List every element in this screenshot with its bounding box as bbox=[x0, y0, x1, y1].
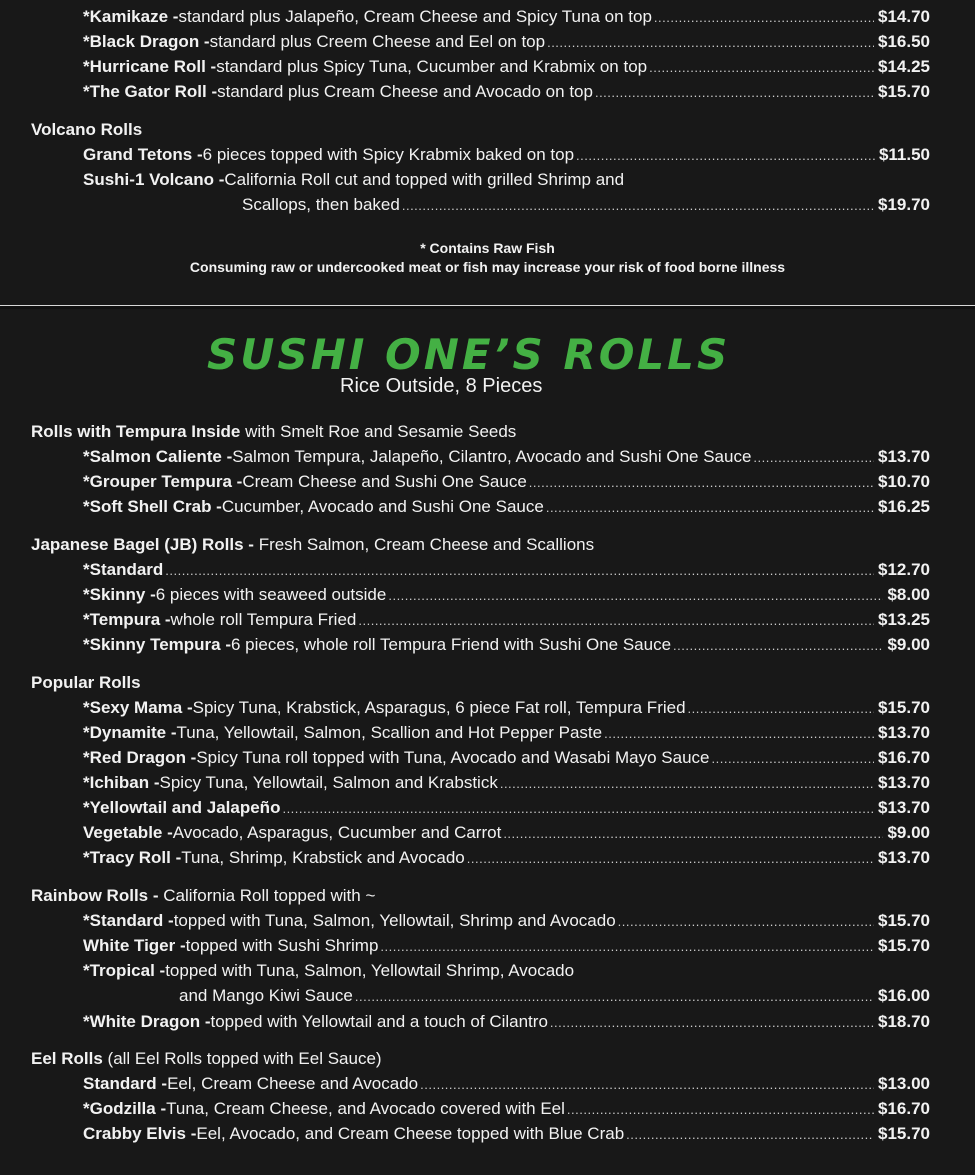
menu-item bbox=[83, 1012, 930, 1032]
leader-dots bbox=[595, 85, 874, 100]
menu-item bbox=[83, 823, 930, 843]
item-description: Cucumber, Avocado and Sushi One Sauce bbox=[221, 497, 544, 516]
leader-dots bbox=[550, 1015, 874, 1030]
item-price: $13.70 bbox=[878, 773, 930, 792]
leader-dots bbox=[358, 613, 874, 628]
item-description: 6 pieces topped with Spicy Krabmix baked on top bbox=[202, 145, 575, 164]
leader-dots bbox=[618, 914, 874, 929]
item-price: $16.25 bbox=[878, 497, 930, 516]
section-title: Rolls with Tempura Inside bbox=[31, 422, 241, 441]
menu-item bbox=[83, 748, 930, 768]
leader-dots bbox=[500, 776, 874, 791]
leader-dots bbox=[529, 475, 874, 490]
menu-item bbox=[83, 1074, 930, 1094]
item-price: $16.00 bbox=[878, 986, 930, 1005]
section-title: Eel Rolls bbox=[31, 1049, 103, 1068]
item-description: standard plus Cream Cheese and Avocado on top bbox=[217, 82, 593, 101]
item-price: $15.70 bbox=[878, 936, 930, 955]
item-description: Cream Cheese and Sushi One Sauce bbox=[242, 472, 527, 491]
section-heading bbox=[31, 1049, 382, 1069]
section-description: Fresh Salmon, Cream Cheese and Scallions bbox=[258, 535, 595, 554]
leader-dots bbox=[282, 801, 874, 816]
panel-divider bbox=[0, 305, 975, 306]
item-price: $13.70 bbox=[878, 798, 930, 817]
health-warning: Consuming raw or undercooked meat or fish may increase your risk of food borne illness bbox=[189, 259, 786, 275]
menu-item bbox=[83, 961, 930, 981]
menu-item bbox=[83, 145, 930, 165]
item-description: topped with Sushi Shrimp bbox=[185, 936, 379, 955]
leader-dots bbox=[649, 60, 874, 75]
item-description: topped with Tuna, Salmon, Yellowtail, Shrimp and Avocado bbox=[173, 911, 616, 930]
item-name: *Soft Shell Crab - bbox=[83, 497, 222, 516]
menu-item bbox=[83, 497, 930, 517]
item-price: $9.00 bbox=[887, 635, 930, 654]
item-name: White Tiger - bbox=[83, 936, 186, 955]
item-name: *Dynamite - bbox=[83, 723, 177, 742]
item-description: topped with Tuna, Salmon, Yellowtail Shrimp, Avocado bbox=[165, 961, 575, 980]
menu-item bbox=[83, 170, 930, 190]
item-name: Sushi-1 Volcano - bbox=[83, 170, 225, 189]
item-name: *Salmon Caliente - bbox=[83, 447, 233, 466]
menu-item bbox=[83, 585, 930, 605]
section-title: Japanese Bagel (JB) Rolls - bbox=[31, 535, 259, 554]
leader-dots bbox=[355, 989, 874, 1004]
item-name: Grand Tetons - bbox=[83, 145, 203, 164]
leader-dots bbox=[576, 148, 875, 163]
item-description: Tuna, Cream Cheese, and Avocado covered with Eel bbox=[166, 1099, 565, 1118]
menu-item bbox=[83, 723, 930, 743]
menu-item bbox=[83, 1099, 930, 1119]
item-name: *Standard - bbox=[83, 911, 174, 930]
item-name: *Skinny Tempura - bbox=[83, 635, 231, 654]
menu-item bbox=[83, 7, 930, 27]
section-heading bbox=[31, 886, 375, 906]
leader-dots bbox=[673, 638, 883, 653]
item-description: Tuna, Yellowtail, Salmon, Scallion and Hot Pepper Paste bbox=[176, 723, 603, 742]
item-price: $13.70 bbox=[878, 723, 930, 742]
leader-dots bbox=[654, 10, 874, 25]
item-name: *Kamikaze - bbox=[83, 7, 179, 26]
menu-item bbox=[83, 610, 930, 630]
item-price: $16.70 bbox=[878, 748, 930, 767]
item-name: *The Gator Roll - bbox=[83, 82, 218, 101]
menu-item bbox=[83, 635, 930, 655]
item-description: standard plus Spicy Tuna, Cucumber and Krabmix on top bbox=[216, 57, 648, 76]
item-description: whole roll Tempura Fried bbox=[170, 610, 357, 629]
menu-item bbox=[83, 57, 930, 77]
leader-dots bbox=[753, 450, 874, 465]
item-name: *Tracy Roll - bbox=[83, 848, 182, 867]
item-description: Spicy Tuna roll topped with Tuna, Avocado and Wasabi Mayo Sauce bbox=[196, 748, 710, 767]
item-price: $13.70 bbox=[878, 447, 930, 466]
leader-dots bbox=[567, 1102, 874, 1117]
item-description: Scallops, then baked bbox=[242, 195, 400, 214]
menu-item bbox=[83, 82, 930, 102]
item-name: *Tempura - bbox=[83, 610, 171, 629]
menu-item bbox=[83, 698, 930, 718]
menu-item bbox=[83, 447, 930, 467]
leader-dots bbox=[388, 588, 883, 603]
leader-dots bbox=[547, 35, 874, 50]
menu-item bbox=[83, 848, 930, 868]
item-price: $11.50 bbox=[878, 145, 930, 164]
section-heading bbox=[31, 673, 141, 693]
item-description: Eel, Avocado, and Cream Cheese topped with Blue Crab bbox=[196, 1124, 625, 1143]
item-price: $13.25 bbox=[878, 610, 930, 629]
menu-item bbox=[83, 472, 930, 492]
item-name: *Red Dragon - bbox=[83, 748, 197, 767]
leader-dots bbox=[402, 198, 874, 213]
section-heading bbox=[31, 535, 594, 555]
item-price: $15.70 bbox=[878, 82, 930, 101]
item-name: *Ichiban - bbox=[83, 773, 160, 792]
item-name: *Tropical - bbox=[83, 961, 166, 980]
item-price: $13.70 bbox=[878, 848, 930, 867]
item-name: *Yellowtail and Jalapeño bbox=[83, 798, 281, 817]
leader-dots bbox=[604, 726, 874, 741]
item-description: and Mango Kiwi Sauce bbox=[179, 986, 353, 1005]
item-price: $15.70 bbox=[878, 1124, 930, 1143]
section-description: (all Eel Rolls topped with Eel Sauce) bbox=[102, 1049, 382, 1068]
item-price: $13.00 bbox=[878, 1074, 930, 1093]
item-description: Eel, Cream Cheese and Avocado bbox=[167, 1074, 419, 1093]
section-title: Popular Rolls bbox=[31, 673, 141, 692]
menu-item bbox=[83, 1124, 930, 1144]
menu-item bbox=[83, 798, 930, 818]
item-description: Salmon Tempura, Jalapeño, Cilantro, Avocado and Sushi One Sauce bbox=[232, 447, 752, 466]
menu-item bbox=[83, 936, 930, 956]
section-heading bbox=[31, 120, 142, 140]
item-price: $14.25 bbox=[878, 57, 930, 76]
menu-item bbox=[83, 911, 930, 931]
item-description: standard plus Jalapeño, Cream Cheese and Spicy Tuna on top bbox=[178, 7, 652, 26]
item-description: topped with Yellowtail and a touch of Cilantro bbox=[210, 1012, 548, 1031]
item-name: *Godzilla - bbox=[83, 1099, 167, 1118]
section-title: Volcano Rolls bbox=[31, 120, 143, 139]
item-name: *Hurricane Roll - bbox=[83, 57, 217, 76]
item-price: $15.70 bbox=[878, 911, 930, 930]
section-title: Rainbow Rolls - bbox=[31, 886, 164, 905]
item-name: Crabby Elvis - bbox=[83, 1124, 197, 1143]
menu-item-continuation bbox=[179, 986, 930, 1006]
item-name: Standard - bbox=[83, 1074, 168, 1093]
item-price: $15.70 bbox=[878, 698, 930, 717]
item-description: Spicy Tuna, Krabstick, Asparagus, 6 piece Fat roll, Tempura Fried bbox=[192, 698, 686, 717]
item-price: $12.70 bbox=[878, 560, 930, 579]
item-description: 6 pieces, whole roll Tempura Friend with Sushi One Sauce bbox=[231, 635, 672, 654]
page-subtitle: Rice Outside, 8 Pieces bbox=[340, 375, 543, 397]
item-price: $9.00 bbox=[887, 823, 930, 842]
raw-fish-note: * Contains Raw Fish bbox=[420, 240, 555, 256]
leader-dots bbox=[165, 563, 874, 578]
item-name: *Standard bbox=[83, 560, 164, 579]
item-name: *Black Dragon - bbox=[83, 32, 210, 51]
menu-item bbox=[83, 32, 930, 52]
section-description: with Smelt Roe and Sesamie Seeds bbox=[240, 422, 517, 441]
leader-dots bbox=[546, 500, 874, 515]
item-price: $8.00 bbox=[887, 585, 930, 604]
item-name: *White Dragon - bbox=[83, 1012, 211, 1031]
item-price: $18.70 bbox=[878, 1012, 930, 1031]
page-title: SUSHI ONE’S ROLLS bbox=[207, 330, 731, 379]
leader-dots bbox=[467, 851, 874, 866]
section-heading bbox=[31, 422, 516, 442]
item-price: $16.50 bbox=[878, 32, 930, 51]
item-description: California Roll cut and topped with grilled Shrimp and bbox=[224, 170, 625, 189]
section-description: California Roll topped with ~ bbox=[163, 886, 376, 905]
item-price: $19.70 bbox=[878, 195, 930, 214]
item-description: standard plus Creem Cheese and Eel on top bbox=[209, 32, 546, 51]
item-price: $10.70 bbox=[878, 472, 930, 491]
item-description: Tuna, Shrimp, Krabstick and Avocado bbox=[181, 848, 465, 867]
item-name: *Grouper Tempura - bbox=[83, 472, 243, 491]
item-name: *Sexy Mama - bbox=[83, 698, 193, 717]
item-price: $16.70 bbox=[878, 1099, 930, 1118]
leader-dots bbox=[688, 701, 874, 716]
leader-dots bbox=[626, 1127, 874, 1142]
item-description: Spicy Tuna, Yellowtail, Salmon and Krabstick bbox=[159, 773, 498, 792]
leader-dots bbox=[380, 939, 874, 954]
leader-dots bbox=[712, 751, 875, 766]
menu-item bbox=[83, 773, 930, 793]
menu-item bbox=[83, 560, 930, 580]
leader-dots bbox=[503, 826, 883, 841]
item-price: $14.70 bbox=[878, 7, 930, 26]
item-name: *Skinny - bbox=[83, 585, 156, 604]
item-name: Vegetable - bbox=[83, 823, 173, 842]
menu-item-continuation bbox=[242, 195, 930, 215]
leader-dots bbox=[420, 1077, 874, 1092]
item-description: Avocado, Asparagus, Cucumber and Carrot bbox=[172, 823, 502, 842]
item-description: 6 pieces with seaweed outside bbox=[155, 585, 387, 604]
